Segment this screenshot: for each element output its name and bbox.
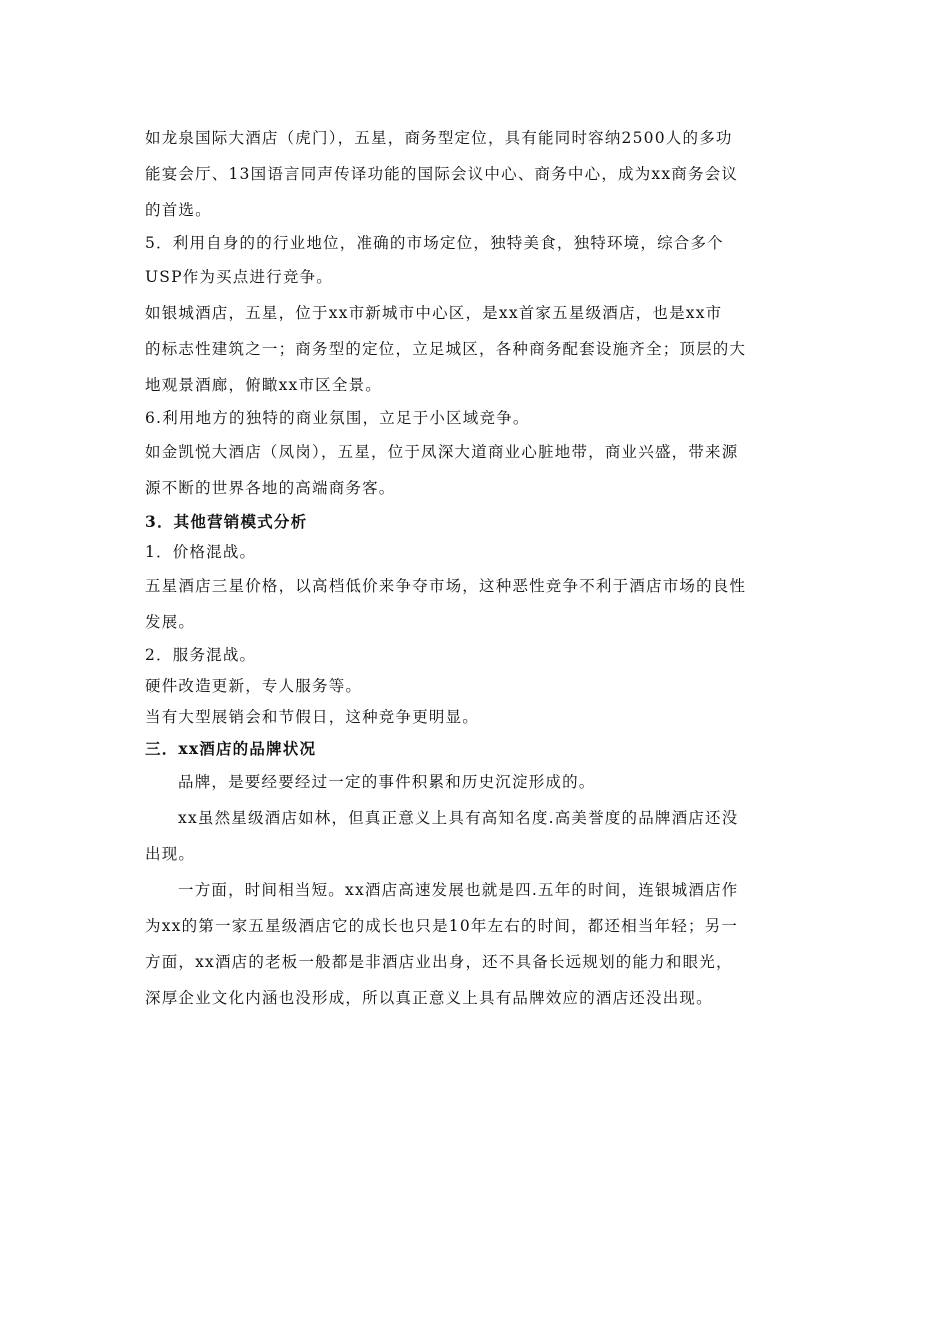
- text-line: 如银城酒店，五星，位于xx市新城市中心区，是xx首家五星级酒店，也是xx市: [145, 304, 723, 322]
- list-item-heading: 1．价格混战。: [145, 543, 257, 561]
- text-line: 地观景酒廊，俯瞰xx市区全景。: [145, 376, 382, 394]
- text-line: 一方面，时间相当短。xx酒店高速发展也就是四.五年的时间，连银城酒店作: [178, 881, 739, 899]
- document-body: [145, 120, 810, 1016]
- list-item-heading: 5．利用自身的的行业地位，准确的市场定位，独特美食，独特环境，综合多个: [145, 234, 724, 252]
- text-line: xx虽然星级酒店如林，但真正意义上具有高知名度.高美誉度的品牌酒店还没: [178, 809, 739, 827]
- text-line: 的首选。: [145, 201, 212, 219]
- text-line: 方面，xx酒店的老板一般都是非酒店业出身，还不具备长远规划的能力和眼光，: [145, 953, 733, 971]
- text-line: 深厚企业文化内涵也没形成，所以真正意义上具有品牌效应的酒店还没出现。: [145, 989, 713, 1007]
- chapter-heading: 三．xx酒店的品牌状况: [145, 739, 317, 758]
- text-line: 能宴会厅、13国语言同声传译功能的国际会议中心、商务中心，成为xx商务会议: [145, 165, 739, 183]
- text-line: 源不断的世界各地的高端商务客。: [145, 479, 396, 497]
- section-heading: 3．其他营销模式分析: [145, 512, 308, 531]
- text-line: 如龙泉国际大酒店（虎门），五星，商务型定位，具有能同时容纳2500人的多功: [145, 129, 733, 147]
- text-line: 为xx的第一家五星级酒店它的成长也只是10年左右的时间，都还相当年轻；另一: [145, 917, 739, 935]
- text-line: 五星酒店三星价格，以高档低价来争夺市场，这种恶性竞争不利于酒店市场的良性: [145, 577, 747, 595]
- text-line: 如金凯悦大酒店（凤岗），五星，位于凤深大道商业心脏地带，商业兴盛，带来源: [145, 443, 739, 461]
- text-line: 发展。: [145, 613, 196, 631]
- text-line: 品牌，是要经要经过一定的事件积累和历史沉淀形成的。: [178, 773, 596, 791]
- list-item-heading: 6.利用地方的独特的商业氛围，立足于小区域竞争。: [145, 409, 530, 427]
- text-line: 出现。: [145, 845, 196, 863]
- text-line: 硬件改造更新，专人服务等。: [145, 677, 363, 695]
- text-line: 当有大型展销会和节假日，这种竞争更明显。: [145, 708, 480, 726]
- text-line: USP作为买点进行竞争。: [145, 268, 334, 286]
- list-item-heading: 2．服务混战。: [145, 646, 257, 664]
- text-line: 的标志性建筑之一；商务型的定位，立足城区，各种商务配套设施齐全；顶层的大: [145, 340, 747, 358]
